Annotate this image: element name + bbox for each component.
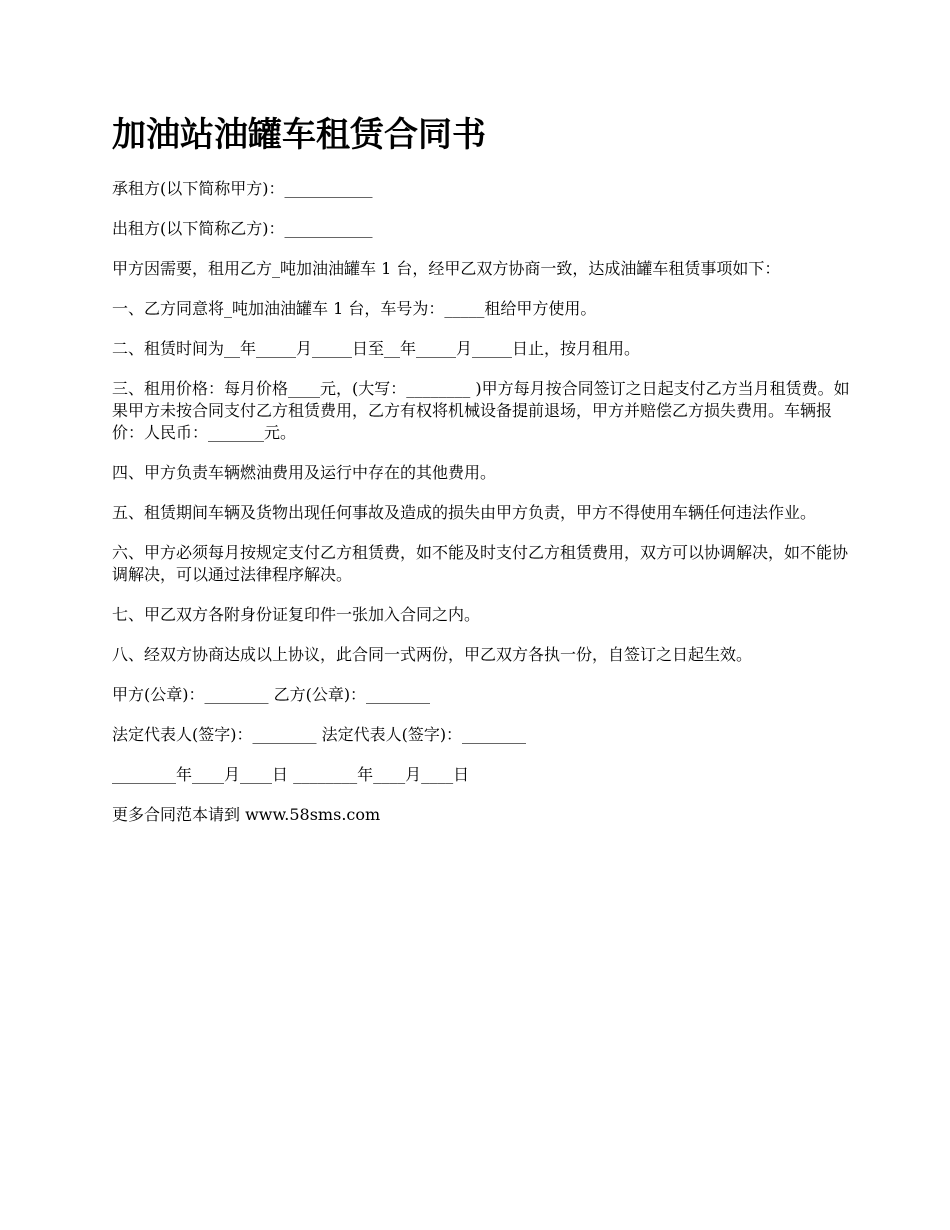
clause-7: 七、甲乙双方各附身份证复印件一张加入合同之内。 [112, 605, 481, 624]
clause-5: 五、租赁期间车辆及货物出现任何事故及造成的损失由甲方负责，甲方不得使用车辆任何违法作业。 [112, 503, 817, 522]
document-title: 加油站油罐车租赁合同书 [112, 115, 486, 155]
clause-1: 一、乙方同意将_吨加油油罐车 1 台，车号为：_____租给甲方使用。 [112, 299, 597, 318]
lessor-line: 出租方(以下简称乙方)：___________ [112, 219, 373, 238]
footer-note: 更多合同范本请到 www.58sms.com [112, 805, 381, 824]
signature-line: 法定代表人(签字)：________ 法定代表人(签字)：________ [112, 725, 527, 744]
clause-2: 二、租赁时间为__年_____月_____日至__年_____月_____日止，按月租用。 [112, 339, 641, 358]
preamble-paragraph: 甲方因需要，租用乙方_吨加油油罐车 1 台，经甲乙双方协商一致，达成油罐车租赁事项如下： [112, 259, 781, 278]
document-page [112, 112, 852, 844]
clause-8: 八、经双方协商达成以上协议，此合同一式两份，甲乙双方各执一份，自签订之日起生效。 [112, 645, 753, 664]
date-line: ________年____月____日 ________年____月____日 [112, 765, 470, 784]
clause-4: 四、甲方负责车辆燃油费用及运行中存在的其他费用。 [112, 463, 497, 482]
clause-3: 三、租用价格：每月价格____元，(大写：________ )甲方每月按合同签订之日起支付乙方当月租赁费。如果甲方未按合同支付乙方租赁费用，乙方有权将机械设备提前退场，甲方并赔偿乙方损失费用。车辆报价：人民币：_______元。 [112, 379, 850, 442]
seal-line: 甲方(公章)：________ 乙方(公章)：________ [112, 685, 431, 704]
clause-6: 六、甲方必须每月按规定支付乙方租赁费，如不能及时支付乙方租赁费用，双方可以协调解决，如不能协调解决，可以通过法律程序解决。 [112, 543, 849, 584]
lessee-line: 承租方(以下简称甲方)：___________ [112, 179, 373, 198]
